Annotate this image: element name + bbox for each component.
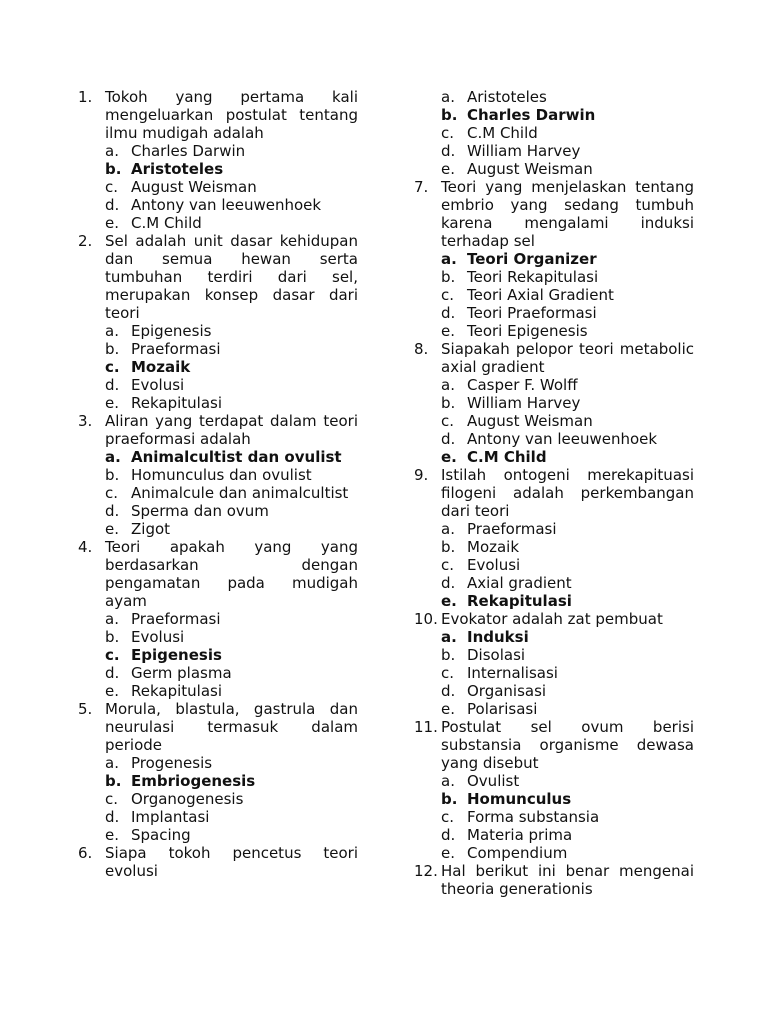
option-text: August Weisman <box>131 178 257 196</box>
option-text: Antony van leeuwenhoek <box>467 430 658 448</box>
answer-option <box>105 394 358 412</box>
question-6 <box>414 88 694 178</box>
question-9 <box>414 466 694 610</box>
answer-option <box>105 484 358 502</box>
question-text: Morula, blastula, gastrula dan neurulasi termasuk dalam periode <box>105 700 358 754</box>
option-text: Zigot <box>131 520 171 538</box>
option-text: Teori Rekapitulasi <box>467 268 599 286</box>
option-letter: e. <box>441 160 455 178</box>
question-number: 7. <box>414 178 429 196</box>
answer-option <box>105 628 358 646</box>
option-text: Germ plasma <box>131 664 232 682</box>
option-letter: e. <box>441 592 457 610</box>
question-7 <box>414 178 694 340</box>
option-text: Evolusi <box>131 376 185 394</box>
question-12 <box>414 862 694 898</box>
option-text: Animalcultist dan ovulist <box>131 448 342 466</box>
option-text: Aristoteles <box>467 88 547 106</box>
option-text: Evolusi <box>467 556 521 574</box>
answer-option <box>441 664 694 682</box>
answer-option <box>105 682 358 700</box>
answer-option <box>441 160 694 178</box>
question-text: Siapakah pelopor teori metabolic axial gradient <box>441 340 694 376</box>
answer-option <box>105 754 358 772</box>
answer-option <box>105 502 358 520</box>
option-text: Organisasi <box>467 682 547 700</box>
option-letter: a. <box>105 142 119 160</box>
option-letter: a. <box>441 250 457 268</box>
option-text: Internalisasi <box>467 664 558 682</box>
question-stem <box>414 610 694 628</box>
option-text: Implantasi <box>131 808 210 826</box>
option-text: Organogenesis <box>131 790 244 808</box>
option-text: Praeformasi <box>467 520 557 538</box>
option-text: Sperma dan ovum <box>131 502 269 520</box>
answer-option <box>441 682 694 700</box>
question-text: Postulat sel ovum berisi substansia organisme dewasa yang disebut <box>441 718 694 772</box>
answer-option-correct <box>441 250 694 268</box>
answer-option <box>105 610 358 628</box>
option-text: Rekapitulasi <box>131 682 223 700</box>
question-5 <box>78 700 358 844</box>
option-text: Ovulist <box>467 772 520 790</box>
question-stem <box>414 718 694 772</box>
option-text: William Harvey <box>467 394 581 412</box>
option-text: Aristoteles <box>131 160 224 178</box>
option-text: Disolasi <box>467 646 526 664</box>
answer-option <box>105 142 358 160</box>
option-letter: b. <box>105 466 120 484</box>
option-list <box>414 88 694 178</box>
option-letter: d. <box>441 574 456 592</box>
answer-option <box>105 214 358 232</box>
option-letter: b. <box>441 268 456 286</box>
question-stem <box>414 862 694 898</box>
option-text: Teori Epigenesis <box>467 322 588 340</box>
option-letter: c. <box>441 808 455 826</box>
question-1 <box>78 88 358 232</box>
option-text: Charles Darwin <box>131 142 246 160</box>
option-list <box>78 322 358 412</box>
question-text: Siapa tokoh pencetus teori evolusi <box>105 844 358 880</box>
option-letter: e. <box>105 394 119 412</box>
question-text: Tokoh yang pertama kali mengeluarkan postulat tentang ilmu mudigah adalah <box>105 88 358 142</box>
option-letter: a. <box>105 322 119 340</box>
left-column <box>78 88 358 880</box>
option-list <box>414 628 694 718</box>
answer-option-correct <box>105 646 358 664</box>
answer-option <box>105 322 358 340</box>
option-text: Teori Organizer <box>467 250 597 268</box>
question-text: Sel adalah unit dasar kehidupan dan semua hewan serta tumbuhan terdiri dari sel, merupakan konsep dasar dari teori <box>105 232 358 322</box>
option-list <box>78 142 358 232</box>
question-stem <box>78 700 358 754</box>
option-text: Evolusi <box>131 628 185 646</box>
answer-option <box>105 376 358 394</box>
question-number: 5. <box>78 700 93 718</box>
question-text: Evokator adalah zat pembuat <box>441 610 663 628</box>
option-letter: b. <box>105 772 122 790</box>
answer-option <box>441 826 694 844</box>
option-list <box>414 520 694 610</box>
option-letter: a. <box>105 448 121 466</box>
option-letter: a. <box>105 610 119 628</box>
answer-option <box>441 646 694 664</box>
question-number: 8. <box>414 340 429 358</box>
option-list <box>78 610 358 700</box>
option-text: C.M Child <box>467 448 547 466</box>
option-list <box>414 772 694 862</box>
answer-option <box>441 304 694 322</box>
option-text: William Harvey <box>467 142 581 160</box>
question-number: 9. <box>414 466 429 484</box>
question-text: Teori yang menjelaskan tentang embrio yang sedang tumbuh karena mengalami induksi terhadap sel <box>441 178 694 250</box>
question-10 <box>414 610 694 718</box>
answer-option <box>441 286 694 304</box>
option-text: Charles Darwin <box>467 106 596 124</box>
option-letter: e. <box>441 844 455 862</box>
option-text: Mozaik <box>131 358 191 376</box>
question-text: Istilah ontogeni merekapituasi filogeni adalah perkembangan dari teori <box>441 466 694 520</box>
option-letter: e. <box>441 700 455 718</box>
question-11 <box>414 718 694 862</box>
option-text: August Weisman <box>467 160 593 178</box>
option-text: Homunculus dan ovulist <box>131 466 312 484</box>
right-column <box>414 88 694 898</box>
option-text: Epigenesis <box>131 322 212 340</box>
question-stem <box>78 412 358 448</box>
question-2 <box>78 232 358 412</box>
answer-option-correct <box>105 448 358 466</box>
option-letter: d. <box>441 142 456 160</box>
answer-option <box>441 394 694 412</box>
option-letter: b. <box>105 160 122 178</box>
answer-option <box>105 790 358 808</box>
option-letter: d. <box>441 304 456 322</box>
option-letter: b. <box>105 340 120 358</box>
answer-option <box>105 340 358 358</box>
question-text: Aliran yang terdapat dalam teori praeformasi adalah <box>105 412 358 448</box>
option-text: Rekapitulasi <box>467 592 572 610</box>
answer-option <box>441 574 694 592</box>
option-text: Epigenesis <box>131 646 222 664</box>
option-list <box>78 448 358 538</box>
option-text: C.M Child <box>131 214 202 232</box>
question-6 <box>78 844 358 880</box>
answer-option <box>441 772 694 790</box>
option-text: August Weisman <box>467 412 593 430</box>
option-letter: c. <box>105 358 120 376</box>
answer-option <box>441 412 694 430</box>
option-letter: a. <box>441 520 455 538</box>
option-letter: d. <box>441 826 456 844</box>
question-stem <box>414 466 694 520</box>
answer-option <box>441 520 694 538</box>
option-letter: d. <box>105 808 120 826</box>
question-number: 2. <box>78 232 93 250</box>
question-number: 1. <box>78 88 93 106</box>
answer-option <box>441 124 694 142</box>
option-letter: e. <box>441 448 457 466</box>
option-letter: d. <box>105 376 120 394</box>
option-text: Spacing <box>131 826 191 844</box>
option-letter: d. <box>105 502 120 520</box>
option-list <box>414 250 694 340</box>
option-text: Polarisasi <box>467 700 538 718</box>
option-letter: d. <box>441 430 456 448</box>
answer-option <box>105 826 358 844</box>
option-letter: c. <box>441 556 455 574</box>
question-8 <box>414 340 694 466</box>
answer-option <box>441 556 694 574</box>
answer-option <box>441 700 694 718</box>
option-letter: a. <box>441 376 455 394</box>
option-letter: c. <box>441 664 455 682</box>
answer-option <box>105 196 358 214</box>
question-stem <box>78 232 358 322</box>
option-letter: e. <box>441 322 455 340</box>
question-number: 10. <box>414 610 438 628</box>
option-text: Rekapitulasi <box>131 394 223 412</box>
question-number: 6. <box>78 844 93 862</box>
question-4 <box>78 538 358 700</box>
option-letter: c. <box>441 286 455 304</box>
question-3 <box>78 412 358 538</box>
option-text: Axial gradient <box>467 574 572 592</box>
option-letter: e. <box>105 520 119 538</box>
option-letter: c. <box>105 178 119 196</box>
question-stem <box>414 340 694 376</box>
answer-option-correct <box>441 592 694 610</box>
answer-option <box>105 664 358 682</box>
option-text: Casper F. Wolff <box>467 376 578 394</box>
option-list <box>414 376 694 466</box>
question-number: 4. <box>78 538 93 556</box>
option-text: Forma substansia <box>467 808 600 826</box>
answer-option <box>105 520 358 538</box>
answer-option <box>105 466 358 484</box>
answer-option <box>105 178 358 196</box>
option-letter: e. <box>105 826 119 844</box>
question-stem <box>78 88 358 142</box>
answer-option <box>441 88 694 106</box>
option-letter: a. <box>441 772 455 790</box>
answer-option <box>441 376 694 394</box>
option-letter: c. <box>105 790 119 808</box>
option-letter: d. <box>105 196 120 214</box>
answer-option <box>105 808 358 826</box>
option-letter: b. <box>441 538 456 556</box>
option-letter: d. <box>441 682 456 700</box>
option-text: Teori Axial Gradient <box>467 286 614 304</box>
option-text: Induksi <box>467 628 529 646</box>
question-stem <box>414 178 694 250</box>
option-letter: d. <box>105 664 120 682</box>
option-text: Teori Praeformasi <box>467 304 597 322</box>
answer-option-correct <box>441 628 694 646</box>
question-stem <box>78 844 358 880</box>
answer-option-correct <box>105 358 358 376</box>
option-text: C.M Child <box>467 124 538 142</box>
answer-option <box>441 142 694 160</box>
answer-option <box>441 430 694 448</box>
option-letter: b. <box>441 646 456 664</box>
option-text: Materia prima <box>467 826 573 844</box>
option-letter: b. <box>441 394 456 412</box>
option-letter: b. <box>441 790 458 808</box>
option-letter: c. <box>441 412 455 430</box>
option-text: Embriogenesis <box>131 772 256 790</box>
option-text: Antony van leeuwenhoek <box>131 196 322 214</box>
option-text: Compendium <box>467 844 568 862</box>
option-list <box>78 754 358 844</box>
option-letter: a. <box>105 754 119 772</box>
option-letter: c. <box>105 646 120 664</box>
question-number: 11. <box>414 718 438 736</box>
answer-option-correct <box>441 106 694 124</box>
question-number: 12. <box>414 862 438 880</box>
option-text: Praeformasi <box>131 610 221 628</box>
answer-option <box>441 844 694 862</box>
answer-option-correct <box>441 448 694 466</box>
option-letter: a. <box>441 88 455 106</box>
question-text: Hal berikut ini benar mengenai theoria generationis <box>441 862 694 898</box>
option-letter: e. <box>105 214 119 232</box>
option-text: Praeformasi <box>131 340 221 358</box>
answer-option-correct <box>105 160 358 178</box>
question-number: 3. <box>78 412 93 430</box>
answer-option <box>441 538 694 556</box>
answer-option <box>441 322 694 340</box>
option-letter: c. <box>441 124 455 142</box>
option-text: Animalcule dan animalcultist <box>131 484 349 502</box>
option-letter: a. <box>441 628 457 646</box>
answer-option-correct <box>441 790 694 808</box>
option-text: Homunculus <box>467 790 572 808</box>
answer-option <box>441 268 694 286</box>
option-letter: b. <box>105 628 120 646</box>
answer-option <box>441 808 694 826</box>
option-text: Progenesis <box>131 754 213 772</box>
option-letter: c. <box>105 484 119 502</box>
answer-option-correct <box>105 772 358 790</box>
question-text: Teori apakah yang yang berdasarkan dengan pengamatan pada mudigah ayam <box>105 538 358 610</box>
option-letter: e. <box>105 682 119 700</box>
question-stem <box>78 538 358 610</box>
option-text: Mozaik <box>467 538 520 556</box>
option-letter: b. <box>441 106 458 124</box>
